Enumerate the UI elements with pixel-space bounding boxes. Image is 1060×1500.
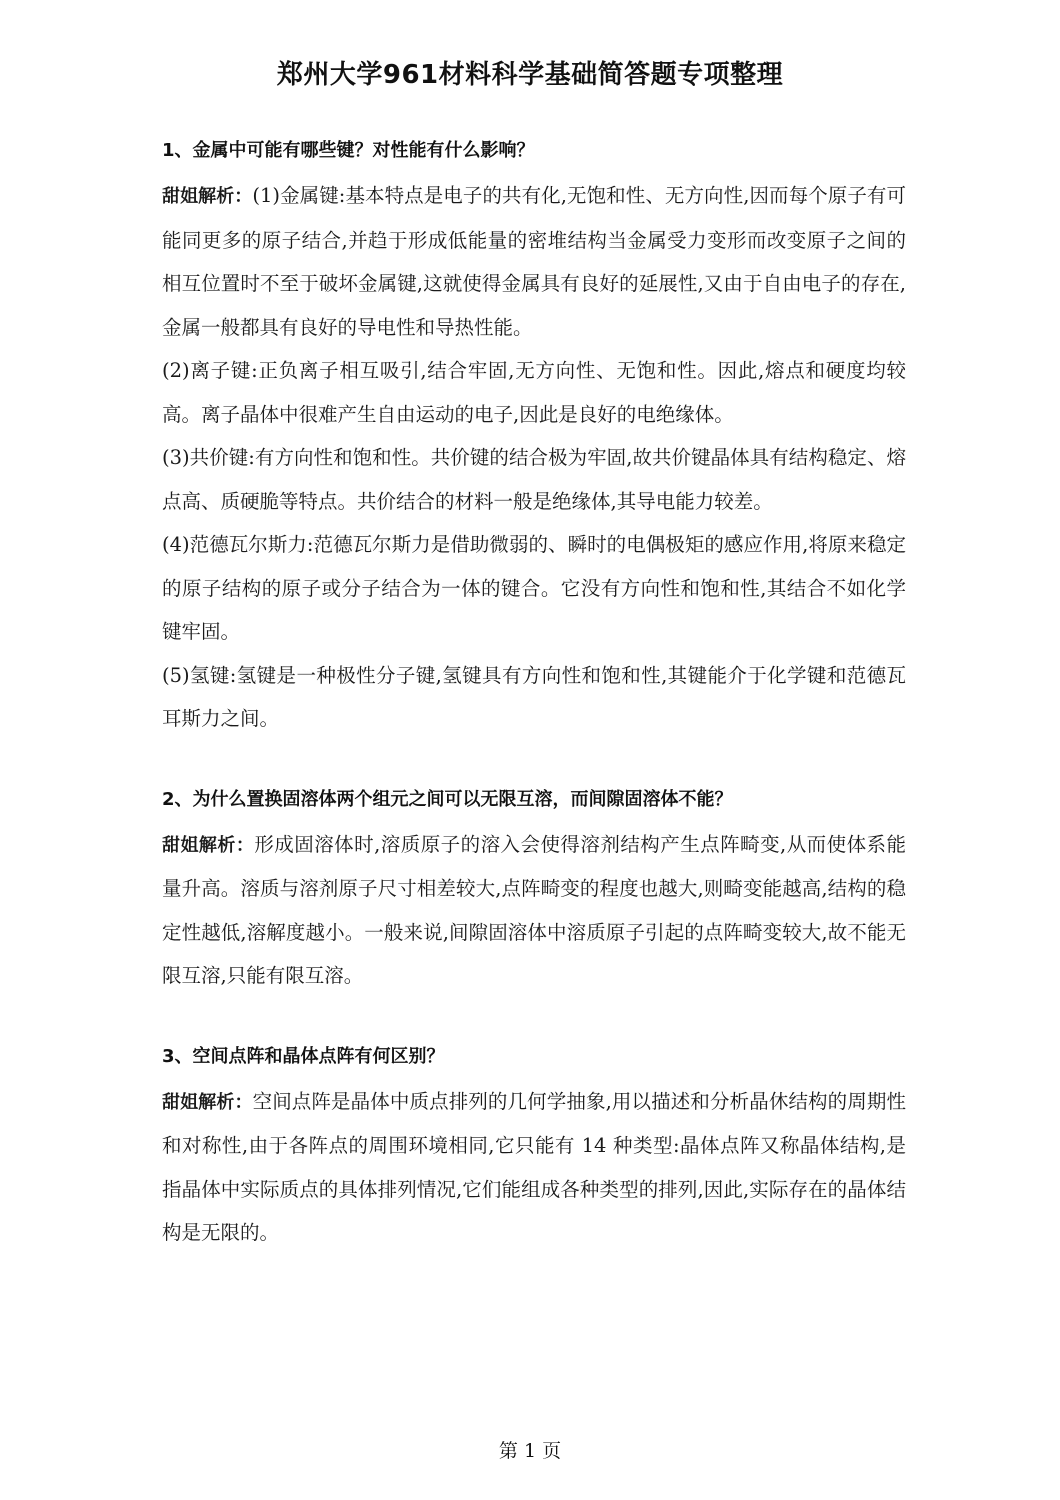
answer-1-paragraph-1 xyxy=(162,174,906,349)
question-1-title: 1、金属中可能有哪些键？对性能有什么影响？ xyxy=(162,140,535,161)
answer-1-paragraph-5: (5)氢键:氢键是一种极性分子键,氢键具有方向性和饱和性,其键能介于化学键和范德瓦耳斯力之间。 xyxy=(162,663,906,730)
answer-text: (1)金属键:基本特点是电子的共有化,无饱和性、无方向性,因而每个原子有可能同更多的原子结合,并趋于形成低能量的密堆结构当金属受力变形而改变原子之间的相互位置时不至于破坏金属键,这就使得金属具有良好的延展性,又由于自由电子的存在,金属一般都具有良好的导电性和导热性能。 xyxy=(162,184,906,339)
answer-label: 甜姐解析： xyxy=(162,1091,253,1113)
question-2-title: 2、为什么置换固溶体两个组元之间可以无限互溶，而间隙固溶体不能？ xyxy=(162,788,733,810)
document-body xyxy=(162,136,906,1255)
answer-3-paragraph-1 xyxy=(162,1080,906,1255)
question-section-2 xyxy=(162,785,906,998)
page-number: 第 1 页 xyxy=(498,1440,562,1462)
answer-label: 甜姐解析： xyxy=(162,834,255,856)
answer-text: 形成固溶体时,溶质原子的溶入会使得溶剂结构产生点阵畸变,从而使体系能量升高。溶质与溶剂原子尺寸相差较大,点阵畸变的程度也越大,则畸变能越高,结构的稳定性越低,溶解度越小。一般来说,间隙固溶体中溶质原子引起的点阵畸变较大,故不能无限互溶,只能有限互溶。 xyxy=(162,832,907,987)
answer-1-paragraph-3: (3)共价键:有方向性和饱和性。共价键的结合极为牢固,故共价键晶体具有结构稳定、熔点高、质硬脆等特点。共价结合的材料一般是绝缘体,其导电能力较差。 xyxy=(162,446,906,513)
question-section-3 xyxy=(162,1042,906,1255)
question-section-1 xyxy=(162,136,906,741)
answer-1-paragraph-2: (2)离子键:正负离子相互吸引,结合牢固,无方向性、无饱和性。因此,熔点和硬度均较高。离子晶体中很难产生自由运动的电子,因此是良好的电绝缘体。 xyxy=(162,359,906,426)
answer-1-paragraph-4: (4)范德瓦尔斯力:范德瓦尔斯力是借助微弱的、瞬时的电偶极矩的感应作用,将原来稳定的原子结构的原子或分子结合为一体的键合。它没有方向性和饱和性,其结合不如化学键牢固。 xyxy=(162,533,906,643)
document-title: 郑州大学961材料科学基础简答题专项整理 xyxy=(276,60,784,90)
answer-2-paragraph-1 xyxy=(162,823,906,998)
answer-text: 空间点阵是晶体中质点排列的几何学抽象,用以描述和分析晶休结构的周期性和对称性,由于各阵点的周围环境相同,它只能有 14 种类型:晶体点阵又称晶体结构,是指晶体中实际质点的具体排列情况,它们能组成各种类型的排列,因此,实际存在的晶体结构是无限的。 xyxy=(162,1089,907,1244)
answer-label: 甜姐解析： xyxy=(162,186,253,207)
question-3-title: 3、空间点阵和晶体点阵有何区别？ xyxy=(162,1045,445,1067)
